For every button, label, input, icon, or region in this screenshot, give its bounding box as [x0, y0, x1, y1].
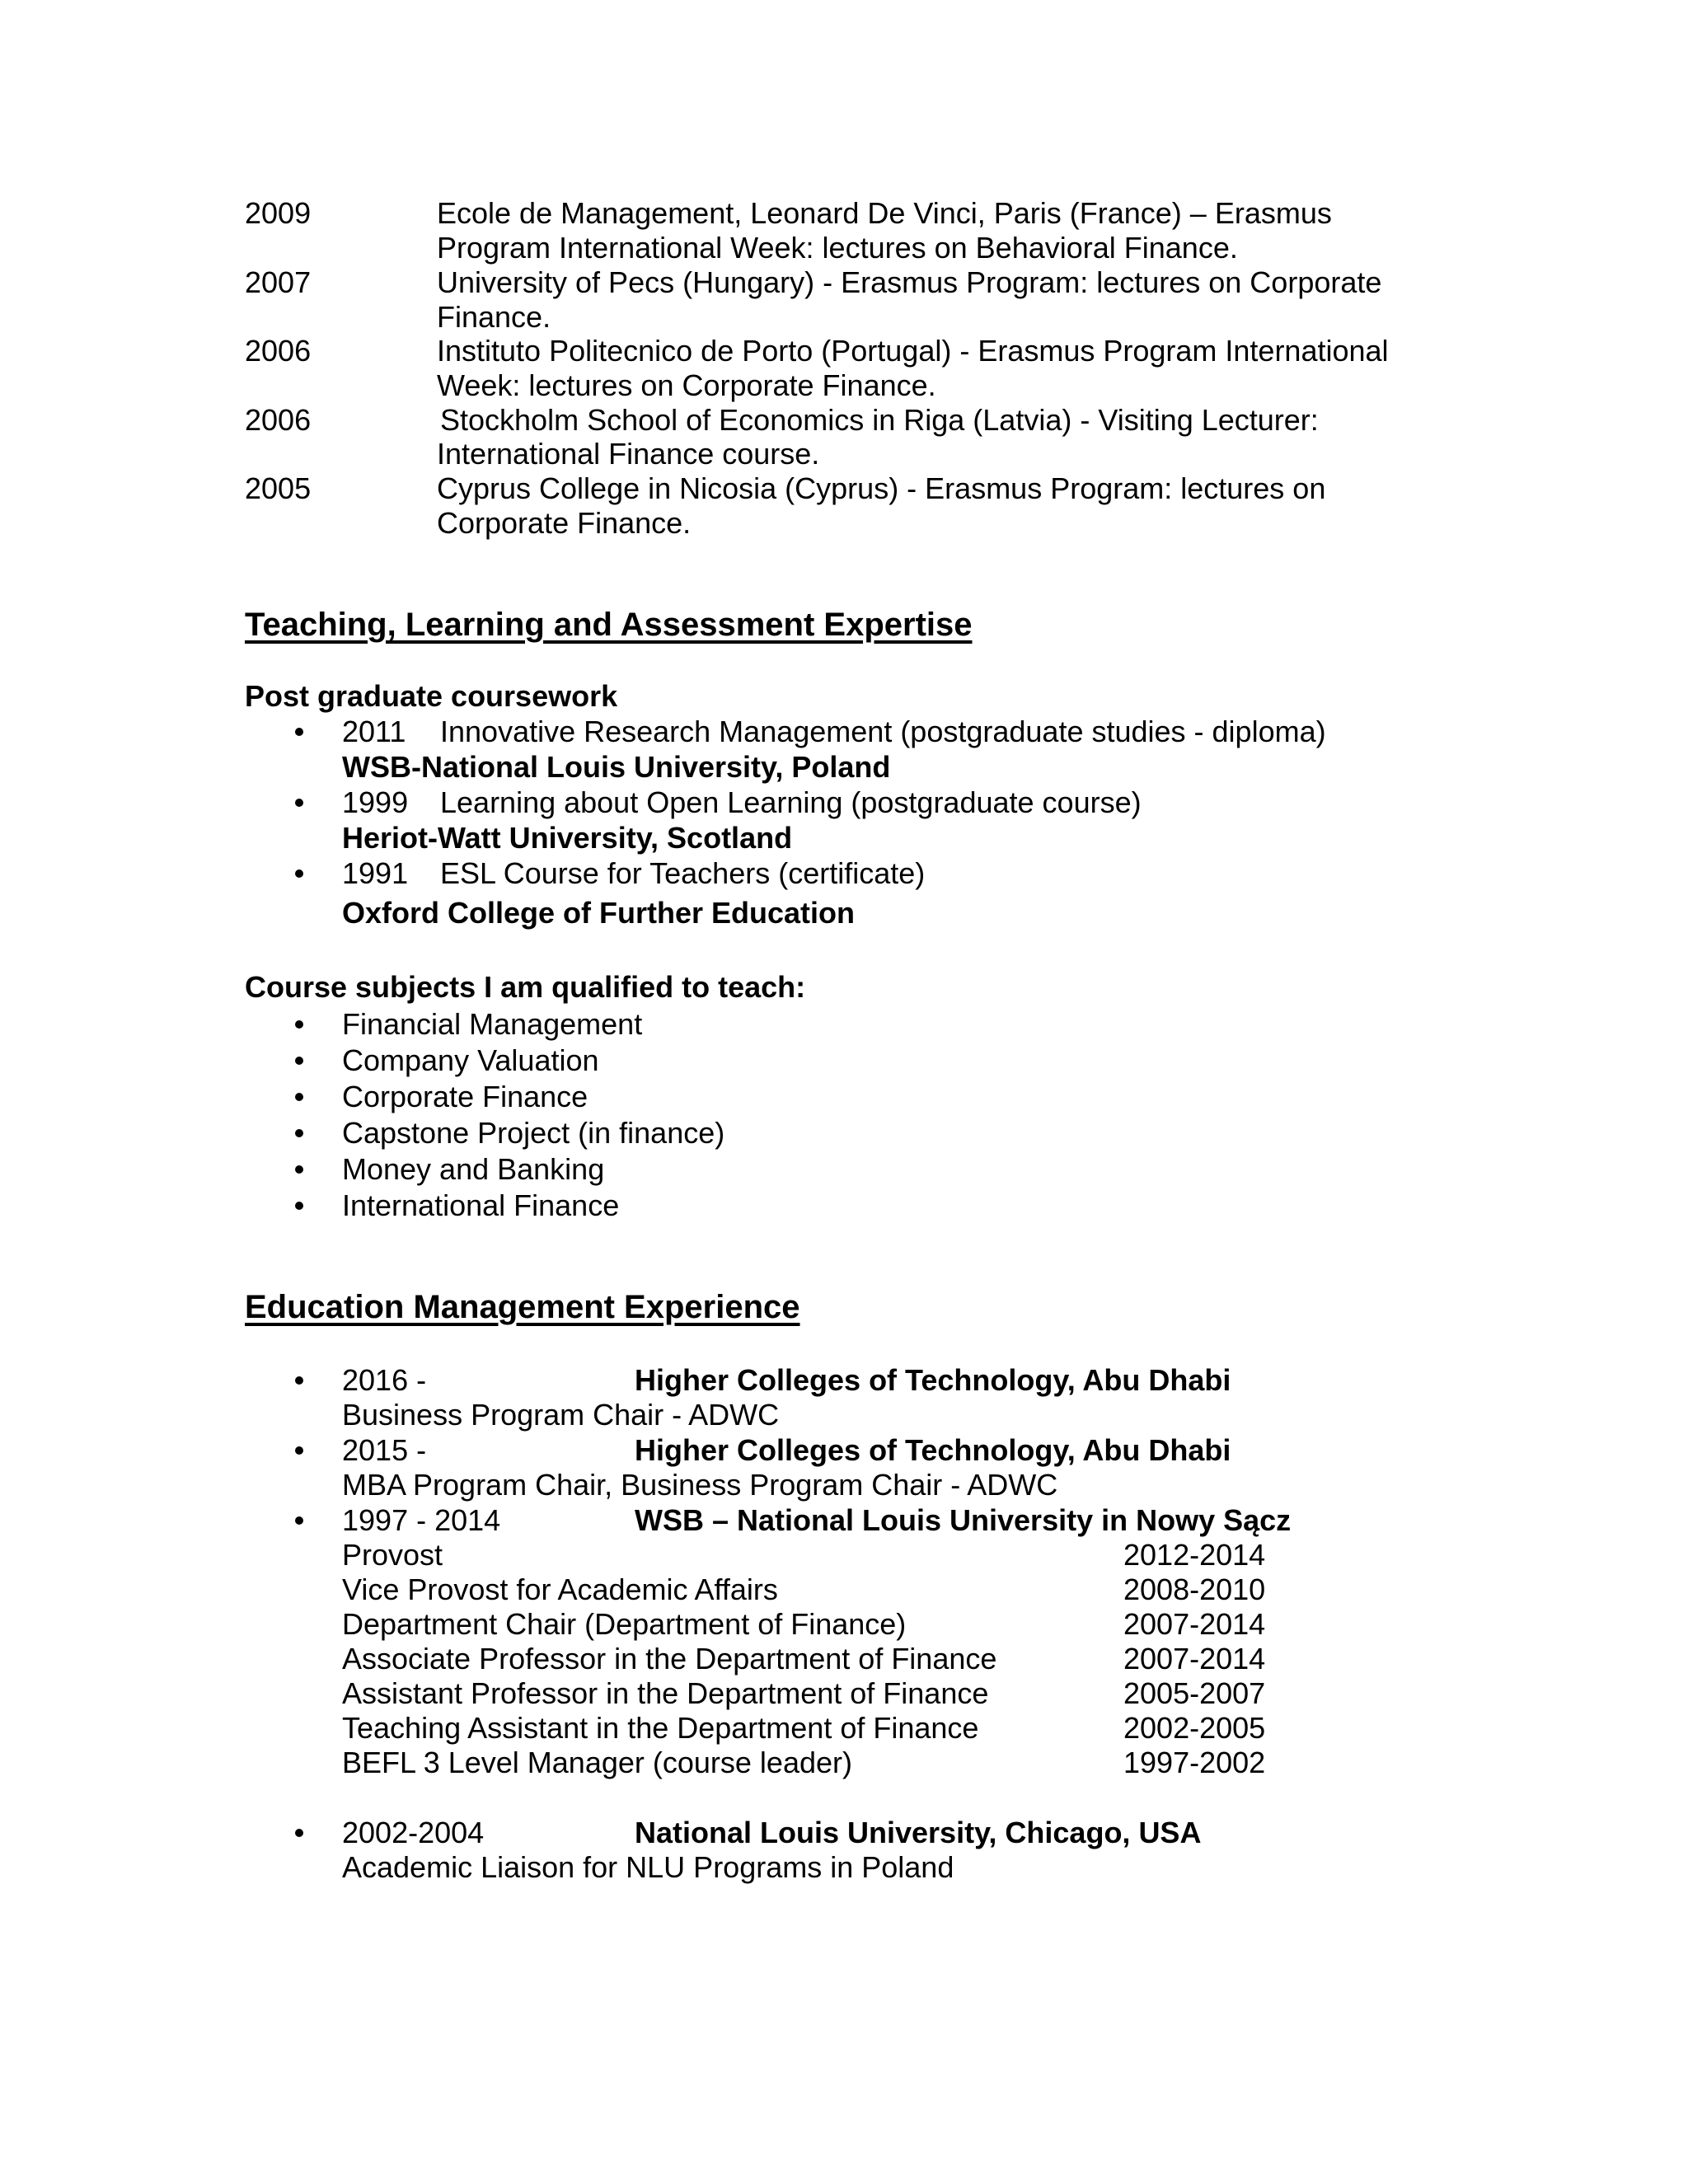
subjects-label: Course subjects I am qualified to teach: — [245, 970, 806, 1004]
visit-year: 2009 — [245, 196, 312, 230]
wsb-role-title: Department Chair (Department of Finance) — [342, 1607, 907, 1641]
visit-line: University of Pecs (Hungary) - Erasmus Program: lectures on Corporate — [437, 265, 1382, 299]
bullet-icon — [295, 1020, 303, 1029]
bullet-icon — [295, 1165, 303, 1174]
subject-item: Corporate Finance — [342, 1080, 588, 1113]
bullet-icon — [295, 1129, 303, 1137]
wsb-role-years: 2007-2014 — [1123, 1642, 1266, 1675]
wsb-role-years: 2008-2010 — [1123, 1572, 1266, 1606]
bullet-icon — [295, 799, 303, 807]
bullet-icon — [295, 1376, 303, 1385]
wsb-role-title: Assistant Professor in the Department of Finance — [342, 1676, 989, 1710]
bullet-icon — [295, 1093, 303, 1101]
subject-item: Company Valuation — [342, 1043, 599, 1077]
management-role: MBA Program Chair, Business Program Chair - ADWC — [342, 1468, 1058, 1502]
visit-year: 2006 — [245, 403, 312, 437]
visit-year: 2005 — [245, 471, 312, 505]
bullet-icon — [295, 1829, 303, 1837]
bullet-icon — [295, 1057, 303, 1065]
wsb-role-title: BEFL 3 Level Manager (course leader) — [342, 1746, 852, 1779]
bullet-icon — [295, 728, 303, 736]
postgrad-year: 1999 — [342, 785, 409, 819]
visit-line: Week: lectures on Corporate Finance. — [437, 368, 936, 402]
management-role: Business Program Chair - ADWC — [342, 1398, 780, 1432]
wsb-role-title: Associate Professor in the Department of Finance — [342, 1642, 997, 1675]
postgrad-course: Learning about Open Learning (postgraduate course) — [440, 785, 1142, 819]
visit-year: 2007 — [245, 265, 312, 299]
postgrad-course: Innovative Research Management (postgraduate studies - diploma) — [440, 715, 1326, 748]
postgrad-institution: Heriot-Watt University, Scotland — [342, 821, 793, 855]
wsb-role-title: Vice Provost for Academic Affairs — [342, 1572, 778, 1606]
subject-item: International Finance — [342, 1188, 620, 1222]
postgrad-course: ESL Course for Teachers (certificate) — [440, 856, 926, 890]
postgrad-year: 1991 — [342, 856, 409, 890]
subject-item: Capstone Project (in finance) — [342, 1116, 725, 1150]
management-period: 2015 - — [342, 1433, 427, 1467]
bullet-icon — [295, 869, 303, 878]
visit-line: International Finance course. — [437, 437, 820, 471]
management-role: Academic Liaison for NLU Programs in Poland — [342, 1850, 954, 1884]
visit-line: Corporate Finance. — [437, 506, 692, 540]
teaching-heading: Teaching, Learning and Assessment Expertise — [245, 607, 973, 643]
management-org: WSB – National Louis University in Nowy Sącz — [635, 1503, 1292, 1537]
visit-line: Cyprus College in Nicosia (Cyprus) - Erasmus Program: lectures on — [437, 471, 1326, 505]
management-period: 2016 - — [342, 1363, 427, 1397]
wsb-role-title: Provost — [342, 1538, 443, 1572]
management-period: 1997 - 2014 — [342, 1503, 501, 1537]
bullet-icon — [295, 1202, 303, 1210]
visit-line: Finance. — [437, 300, 551, 334]
postgrad-institution: Oxford College of Further Education — [342, 896, 856, 930]
wsb-role-years: 2002-2005 — [1123, 1711, 1266, 1745]
management-org: Higher Colleges of Technology, Abu Dhabi — [635, 1433, 1231, 1467]
subject-item: Money and Banking — [342, 1152, 605, 1186]
postgrad-institution: WSB-National Louis University, Poland — [342, 750, 891, 784]
management-period: 2002-2004 — [342, 1816, 485, 1849]
bullet-icon — [295, 1516, 303, 1525]
wsb-role-years: 1997-2002 — [1123, 1746, 1266, 1779]
wsb-role-years: 2005-2007 — [1123, 1676, 1266, 1710]
management-org: Higher Colleges of Technology, Abu Dhabi — [635, 1363, 1231, 1397]
management-heading: Education Management Experience — [245, 1289, 800, 1325]
visit-line: Program International Week: lectures on Behavioral Finance. — [437, 231, 1238, 265]
postgrad-label: Post graduate coursework — [245, 679, 618, 713]
management-org: National Louis University, Chicago, USA — [635, 1816, 1202, 1849]
visit-year: 2006 — [245, 334, 312, 368]
wsb-role-title: Teaching Assistant in the Department of Finance — [342, 1711, 979, 1745]
subject-item: Financial Management — [342, 1007, 643, 1041]
bullet-icon — [295, 1446, 303, 1455]
visit-line: Stockholm School of Economics in Riga (Latvia) - Visiting Lecturer: — [440, 403, 1319, 437]
visit-line: Instituto Politecnico de Porto (Portugal) - Erasmus Program International — [437, 334, 1389, 368]
visit-line: Ecole de Management, Leonard De Vinci, Paris (France) – Erasmus — [437, 196, 1332, 230]
wsb-role-years: 2007-2014 — [1123, 1607, 1266, 1641]
postgrad-year: 2011 — [342, 715, 406, 748]
wsb-role-years: 2012-2014 — [1123, 1538, 1266, 1572]
